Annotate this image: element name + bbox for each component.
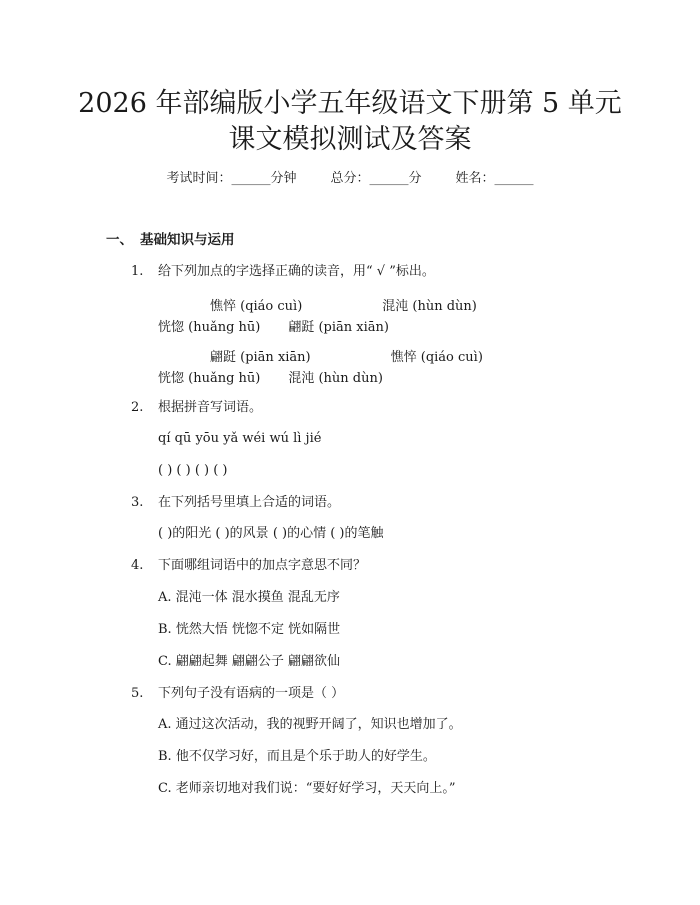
- title-line-2: 课文模拟测试及答案: [228, 124, 472, 155]
- question-text: 下面哪组词语中的加点字意思不同？: [158, 558, 367, 573]
- q4-option-b: B. 恍然大悟 恍惚不定 恍如隔世: [158, 622, 341, 637]
- question-number: 4.: [131, 558, 144, 573]
- exam-time-field: 考试时间：______分钟: [166, 171, 297, 186]
- question-number: 2.: [131, 400, 144, 415]
- section-title: 基础知识与运用: [140, 232, 235, 248]
- q1-word-row-2: [106, 347, 586, 389]
- word-item: 翩跹 (piān xiān): [288, 320, 389, 335]
- question-3: [131, 494, 340, 512]
- question-1: [131, 263, 435, 281]
- q3-fill-line: ( )的阳光 ( )的风景 ( )的心情 ( )的笔触: [158, 526, 384, 541]
- word-item: 憔悴 (qiáo cuì): [210, 299, 303, 314]
- q5-option-c: C. 老师亲切地对我们说：“要好好学习，天天向上。”: [158, 781, 456, 796]
- q4-option-a: A. 混沌一体 混水摸鱼 混乱无序: [158, 590, 340, 605]
- q1-word-row-1: [106, 296, 586, 338]
- section-number: 一、: [106, 232, 133, 248]
- q5-option-b: B. 他不仅学习好，而且是个乐于助人的好学生。: [158, 749, 436, 764]
- question-text: 根据拼音写词语。: [158, 400, 263, 415]
- question-5: [131, 685, 344, 703]
- question-4: [131, 557, 366, 575]
- question-text: 给下列加点的字选择正确的读音，用“ √ ”标出。: [158, 264, 435, 279]
- question-number: 5.: [131, 686, 144, 701]
- q4-option-c: C. 翩翩起舞 翩翩公子 翩翩欲仙: [158, 654, 341, 669]
- question-text: 下列句子没有语病的一项是（ ）: [158, 686, 345, 701]
- section-heading: [106, 231, 235, 249]
- word-item: 混沌 (hùn dùn): [382, 299, 477, 314]
- question-text: 在下列括号里填上合适的词语。: [158, 495, 341, 510]
- word-item: 混沌 (hùn dùn): [288, 371, 383, 386]
- word-item: 恍惚 (huǎng hū): [158, 320, 261, 335]
- word-item: 恍惚 (huǎng hū): [158, 371, 261, 386]
- total-score-field: 总分：______分: [330, 171, 422, 186]
- word-item: 翩跹 (piān xiān): [210, 350, 311, 365]
- question-number: 1.: [131, 264, 144, 279]
- exam-meta: [0, 170, 700, 188]
- word-item: 憔悴 (qiáo cuì): [390, 350, 483, 365]
- title-line-1: 2026 年部编版小学五年级语文下册第 5 单元: [78, 88, 622, 119]
- q5-option-a: A. 通过这次活动，我的视野开阔了，知识也增加了。: [158, 717, 462, 732]
- q2-pinyin: qí qū yōu yǎ wéi wú lì jié: [158, 431, 322, 446]
- student-name-field: 姓名：______: [455, 171, 534, 186]
- q2-answer-blanks: ( ) ( ) ( ) ( ): [158, 463, 228, 478]
- question-2: [131, 399, 262, 417]
- question-number: 3.: [131, 495, 144, 510]
